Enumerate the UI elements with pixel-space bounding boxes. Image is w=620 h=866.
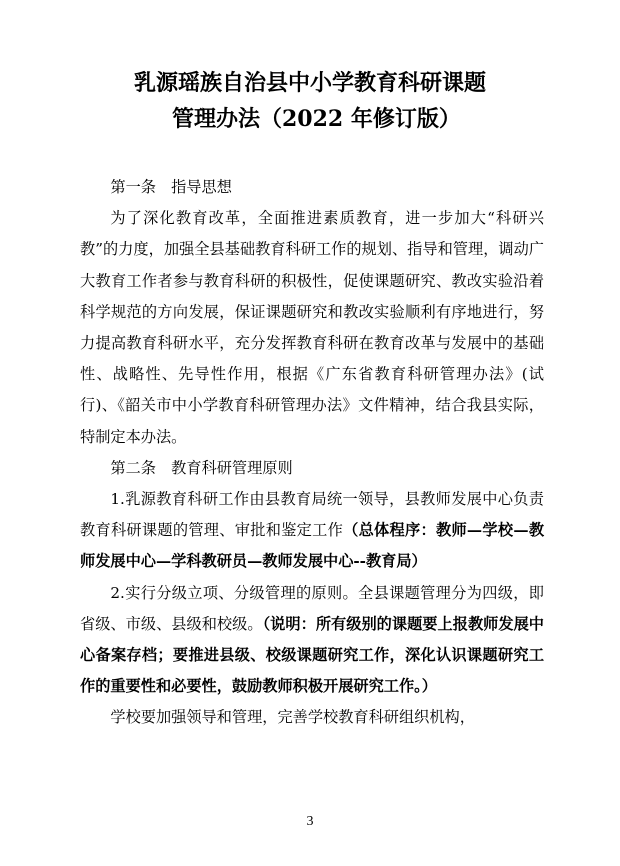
document-title-line-2: 管理办法（2022 年修订版） (172, 106, 461, 132)
article-1-heading: 第一条 指导思想 (110, 178, 232, 196)
article-1-paragraph: 为了深化教育改革，全面推进素质教育，进一步加大“科研兴教”的力度，加强全县基础教育科研工作的规划、指导和管理，调动广大教育工作者参与教育科研的积极性，促使课题研究、教改实验沿着科学规范的方向发展，保证课题研究和教改实验顺利有序地进行，努力提高教育科研水平，充分发挥教育科研在教育改革与发展中的基础性、战略性、先导性作用，根据《广东省教育科研管理办法》(试行)、《韶关市中小学教育科研管理办法》文件精神，结合我县实际，特制定本办法。 (80, 209, 544, 446)
page-number: 3 (306, 814, 314, 829)
document-title-line-1: 乳源瑶族自治县中小学教育科研课题 (133, 70, 486, 96)
article-2-item-3: 学校要加强领导和管理，完善学校教育科研组织机构， (110, 708, 475, 727)
article-2-item-2-text: 2.实行分级立项、分级管理的原则。全县课题管理分为四级，即省级、市级、县级和校级。 (80, 583, 544, 633)
article-2-item-2 (80, 578, 544, 703)
article-2-item-1-procedure: （总体程序：教师—学校—教师发展中心—学科教研员—教师发展中心--教育局） (80, 521, 545, 571)
document-body (80, 172, 544, 734)
article-2-heading: 第二条 教育科研管理原则 (110, 458, 293, 477)
article-2-item-2-note: （说明：所有级别的课题要上报教师发展中心备案存档；要推进县级、校级课题研究工作，深化认识课题研究工作的重要性和必要性，鼓励教师积极开展研究工作。） (80, 614, 544, 696)
article-2-item-1-text: 1.乳源教育科研工作由县教育局统一领导，县教师发展中心负责教育科研课题的管理、审批和鉴定工作 (80, 490, 544, 540)
article-2-item-1 (80, 484, 544, 578)
